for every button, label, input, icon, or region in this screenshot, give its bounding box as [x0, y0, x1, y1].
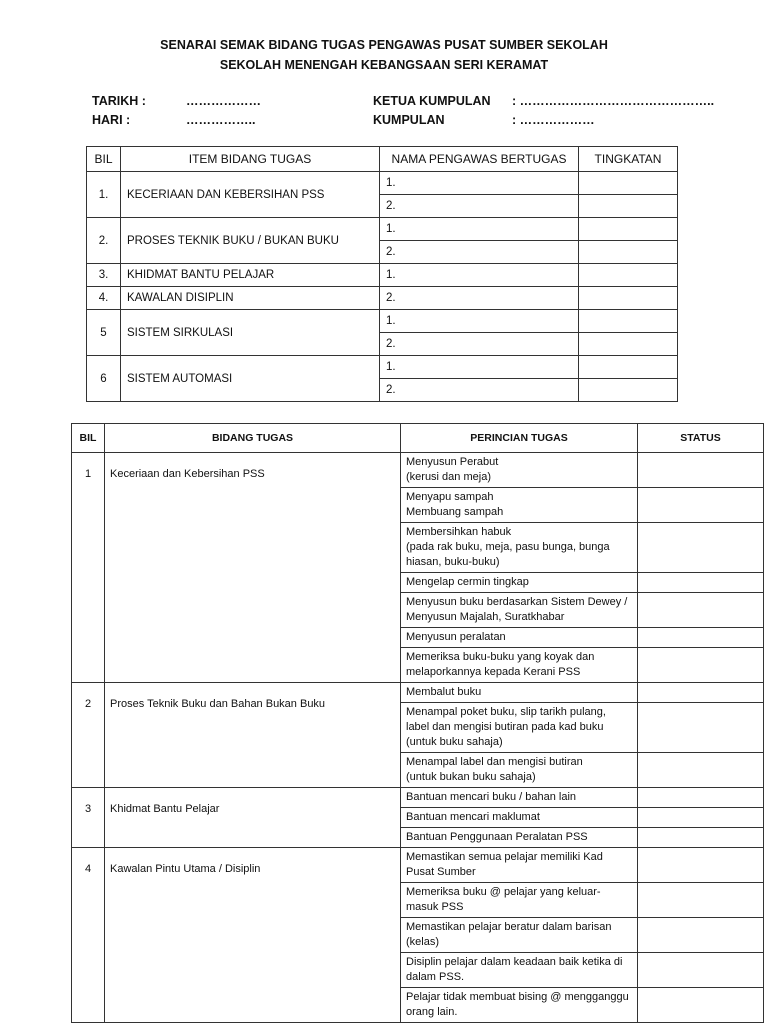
table-row [87, 218, 678, 241]
task-area: Proses Teknik Buku dan Bahan Bukan Buku [105, 683, 401, 788]
form-level-cell[interactable] [579, 310, 678, 333]
table-row [87, 264, 678, 287]
task-detail: Bantuan mencari buku / bahan lain [401, 788, 638, 808]
prefect-name-cell[interactable]: 2. [380, 195, 579, 218]
task-detail: Menyapu sampah Membuang sampah [401, 488, 638, 523]
prefect-name-cell[interactable]: 2. [380, 333, 579, 356]
form-level-cell[interactable] [579, 333, 678, 356]
prefect-name-cell[interactable]: 2. [380, 287, 579, 310]
table-row [72, 453, 764, 488]
column-header: PERINCIAN TUGAS [401, 424, 638, 453]
table-header-row [72, 424, 764, 453]
task-detail: Memastikan semua pelajar memiliki Kad Pusat Sumber [401, 848, 638, 883]
form-level-cell[interactable] [579, 195, 678, 218]
status-cell[interactable] [638, 848, 764, 883]
task-detail: Memastikan pelajar beratur dalam barisan (kelas) [401, 918, 638, 953]
status-cell[interactable] [638, 593, 764, 628]
task-checklist-table [71, 423, 764, 1023]
task-detail: Bantuan Penggunaan Peralatan PSS [401, 828, 638, 848]
hari-value[interactable]: …………….. [186, 113, 256, 127]
table-row [72, 848, 764, 883]
task-detail: Memeriksa buku-buku yang koyak dan melaporkannya kepada Kerani PSS [401, 648, 638, 683]
form-level-cell[interactable] [579, 172, 678, 195]
task-detail: Menampal poket buku, slip tarikh pulang, label dan mengisi butiran pada kad buku (untuk buku sahaja) [401, 703, 638, 753]
status-cell[interactable] [638, 488, 764, 523]
ketua-kumpulan-value[interactable]: : ……………………………………….. [512, 94, 715, 108]
kumpulan-value[interactable]: : ……………… [512, 113, 595, 127]
status-cell[interactable] [638, 828, 764, 848]
row-number: 3 [72, 788, 105, 848]
task-detail: Mengelap cermin tingkap [401, 573, 638, 593]
row-number: 5 [87, 310, 121, 356]
column-header: STATUS [638, 424, 764, 453]
prefect-name-cell[interactable]: 2. [380, 241, 579, 264]
table-row [87, 310, 678, 333]
status-cell[interactable] [638, 628, 764, 648]
form-level-cell[interactable] [579, 287, 678, 310]
status-cell[interactable] [638, 953, 764, 988]
task-area: Kawalan Pintu Utama / Disiplin [105, 848, 401, 1023]
row-number: 4. [87, 287, 121, 310]
column-header: BIL [72, 424, 105, 453]
task-detail: Memeriksa buku @ pelajar yang keluar-masuk PSS [401, 883, 638, 918]
task-detail: Pelajar tidak membuat bising @ mengganggu orang lain. [401, 988, 638, 1023]
tarikh-value[interactable]: ……………… [186, 94, 261, 108]
row-number: 1. [87, 172, 121, 218]
form-level-cell[interactable] [579, 264, 678, 287]
table-row [87, 172, 678, 195]
table-header-row [87, 147, 678, 172]
ketua-kumpulan-label: KETUA KUMPULAN [373, 94, 491, 108]
task-detail: Disiplin pelajar dalam keadaan baik ketika di dalam PSS. [401, 953, 638, 988]
status-cell[interactable] [638, 703, 764, 753]
column-header: NAMA PENGAWAS BERTUGAS [380, 147, 579, 172]
task-detail: Menyusun peralatan [401, 628, 638, 648]
status-cell[interactable] [638, 648, 764, 683]
row-number: 2 [72, 683, 105, 788]
status-cell[interactable] [638, 988, 764, 1023]
task-detail: Menampal label dan mengisi butiran (untuk bukan buku sahaja) [401, 753, 638, 788]
duty-item: KECERIAAN DAN KEBERSIHAN PSS [121, 172, 380, 218]
task-detail: Membersihkan habuk (pada rak buku, meja, pasu bunga, bunga hiasan, buku-buku) [401, 523, 638, 573]
document-title: SENARAI SEMAK BIDANG TUGAS PENGAWAS PUSAT SUMBER SEKOLAH [160, 38, 608, 52]
prefect-name-cell[interactable]: 1. [380, 218, 579, 241]
duty-assignment-table [86, 146, 678, 402]
table-row [87, 356, 678, 379]
row-number: 4 [72, 848, 105, 1023]
kumpulan-label: KUMPULAN [373, 113, 445, 127]
tarikh-label: TARIKH : [92, 94, 146, 108]
column-header: BIL [87, 147, 121, 172]
task-detail: Menyusun Perabut (kerusi dan meja) [401, 453, 638, 488]
hari-label: HARI : [92, 113, 131, 127]
row-number: 6 [87, 356, 121, 402]
row-number: 2. [87, 218, 121, 264]
form-level-cell[interactable] [579, 379, 678, 402]
table-row [72, 788, 764, 808]
task-area: Keceriaan dan Kebersihan PSS [105, 453, 401, 683]
school-name: SEKOLAH MENENGAH KEBANGSAAN SERI KERAMAT [219, 58, 549, 72]
status-cell[interactable] [638, 523, 764, 573]
prefect-name-cell[interactable]: 2. [380, 379, 579, 402]
column-header: TINGKATAN [579, 147, 678, 172]
task-detail: Membalut buku [401, 683, 638, 703]
row-number: 3. [87, 264, 121, 287]
prefect-name-cell[interactable]: 1. [380, 172, 579, 195]
duty-item: SISTEM AUTOMASI [121, 356, 380, 402]
duty-item: PROSES TEKNIK BUKU / BUKAN BUKU [121, 218, 380, 264]
status-cell[interactable] [638, 753, 764, 788]
status-cell[interactable] [638, 788, 764, 808]
column-header: BIDANG TUGAS [105, 424, 401, 453]
status-cell[interactable] [638, 573, 764, 593]
table-row [72, 683, 764, 703]
task-detail: Bantuan mencari maklumat [401, 808, 638, 828]
column-header: ITEM BIDANG TUGAS [121, 147, 380, 172]
row-number: 1 [72, 453, 105, 683]
status-cell[interactable] [638, 683, 764, 703]
form-level-cell[interactable] [579, 241, 678, 264]
table-row [87, 287, 678, 310]
status-cell[interactable] [638, 808, 764, 828]
prefect-name-cell[interactable]: 1. [380, 356, 579, 379]
duty-item: KHIDMAT BANTU PELAJAR [121, 264, 380, 287]
prefect-name-cell[interactable]: 1. [380, 264, 579, 287]
status-cell[interactable] [638, 883, 764, 918]
form-level-cell[interactable] [579, 218, 678, 241]
form-level-cell[interactable] [579, 356, 678, 379]
status-cell[interactable] [638, 453, 764, 488]
status-cell[interactable] [638, 918, 764, 953]
duty-item: SISTEM SIRKULASI [121, 310, 380, 356]
task-detail: Menyusun buku berdasarkan Sistem Dewey / Menyusun Majalah, Suratkhabar [401, 593, 638, 628]
prefect-name-cell[interactable]: 1. [380, 310, 579, 333]
duty-item: KAWALAN DISIPLIN [121, 287, 380, 310]
task-area: Khidmat Bantu Pelajar [105, 788, 401, 848]
